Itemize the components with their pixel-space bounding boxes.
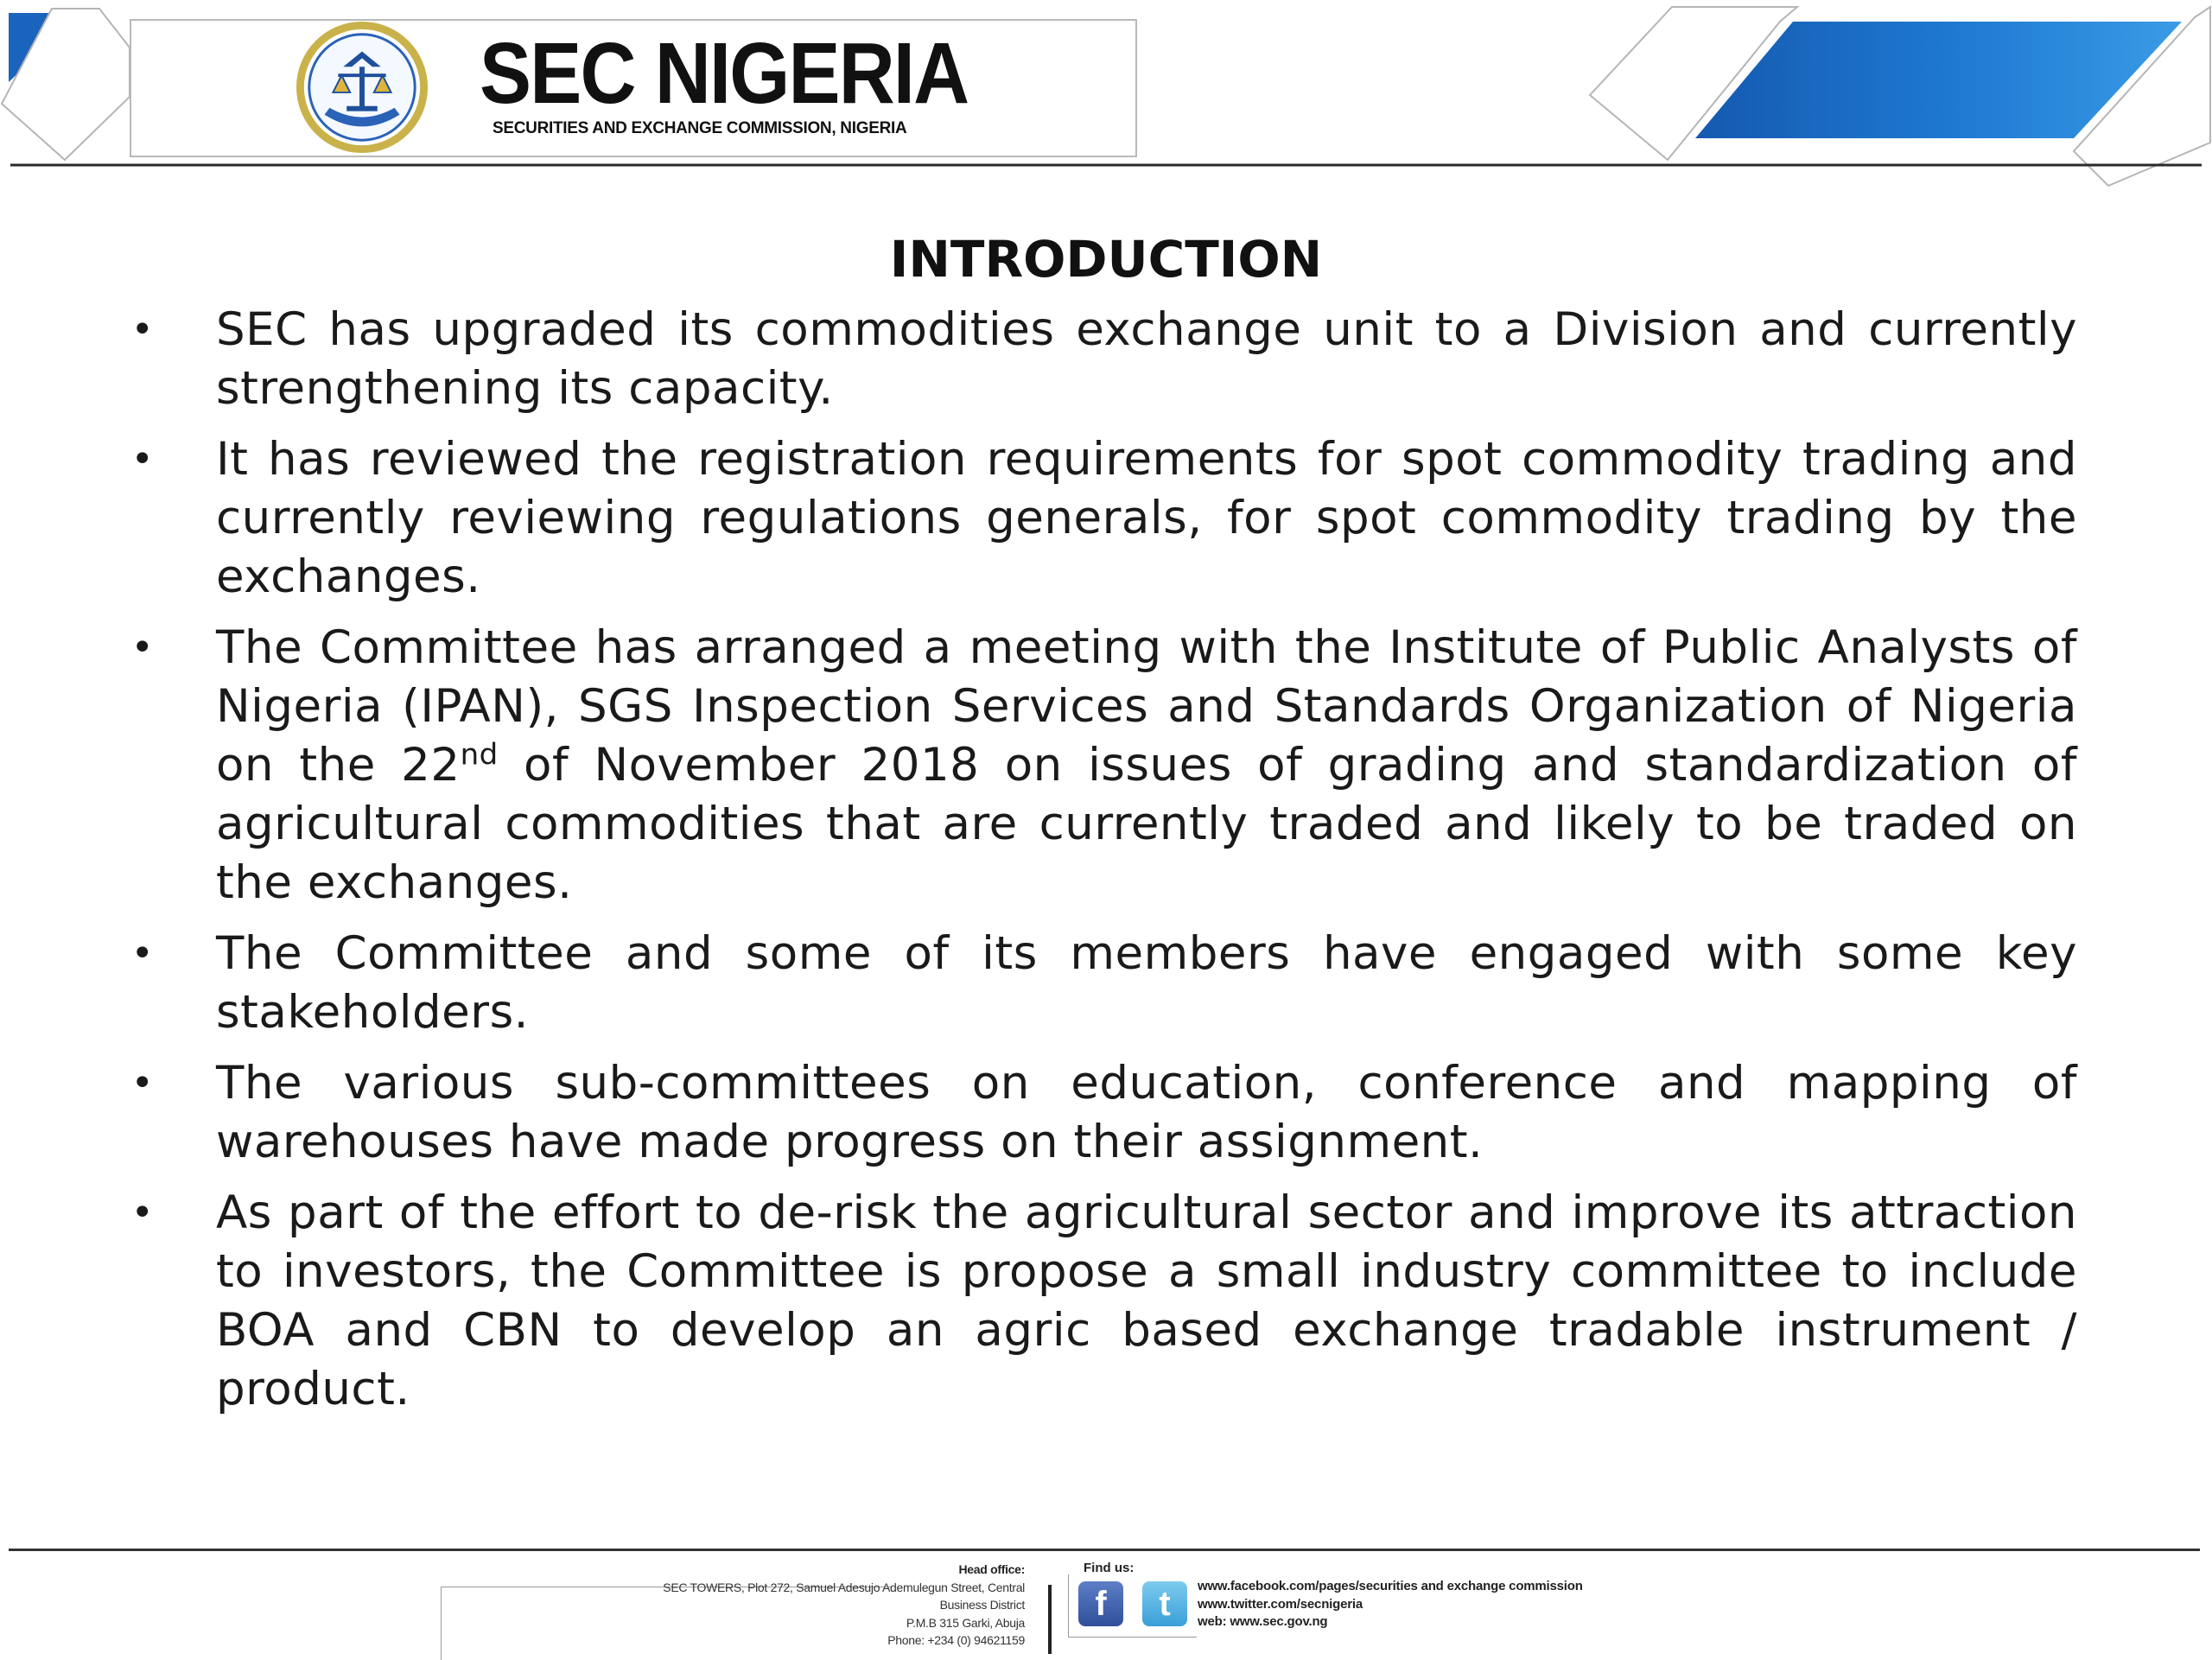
address-line: P.M.B 315 Garki, Abuja <box>906 1615 1025 1630</box>
phone-line: Phone: +234 (0) 94621159 <box>887 1633 1025 1647</box>
bullet-marker: • <box>130 308 155 352</box>
bullet-item <box>130 619 2077 913</box>
bullet-list <box>130 301 2077 1431</box>
address-line: SEC TOWERS, Plot 272, Samuel Adesujo Ademulegun Street, Central <box>663 1580 1025 1594</box>
bullet-text: SEC has upgraded its commodities exchange unit to a Division and currently strengthening its capacity. <box>216 303 2077 415</box>
bullet-item <box>130 1184 2077 1419</box>
bullet-marker: • <box>130 932 155 976</box>
head-office-address <box>518 1561 1025 1650</box>
address-line: Business District <box>939 1598 1025 1612</box>
bullet-item <box>130 430 2077 607</box>
bullet-item <box>130 301 2077 418</box>
website-link[interactable]: web: www.sec.gov.ng <box>1198 1614 1328 1629</box>
ordinal-superscript: nd <box>460 737 499 773</box>
social-links <box>1198 1578 1583 1631</box>
footer-divider <box>1048 1585 1052 1654</box>
twitter-link[interactable]: www.twitter.com/secnigeria <box>1198 1596 1363 1612</box>
slide-title: INTRODUCTION <box>889 230 1323 289</box>
bullet-text: As part of the effort to de-risk the agricultural sector and improve its attraction to investors, the Committee is propose a small industry committee to include BOA and CBN to develop an agric based exchange tradable instrument / product. <box>216 1186 2077 1415</box>
bullet-text-part: The Committee has arranged a meeting with the Institute of Public Analysts of Nigeria (IPAN), SGS Inspection Services and Standards Organization of Nigeria on the 22 <box>216 621 2077 792</box>
bullet-text <box>216 621 2077 909</box>
footer-rule <box>9 1549 2200 1551</box>
bullet-marker: • <box>130 1191 155 1235</box>
bullet-marker: • <box>130 1061 155 1105</box>
bullet-text-part: of November 2018 on issues of grading and standardization of agricultural commodities that are currently traded and likely to be traded on the exchanges. <box>216 739 2077 909</box>
bullet-item <box>130 1054 2077 1172</box>
bullet-item <box>130 925 2077 1042</box>
brand-subtitle: SECURITIES AND EXCHANGE COMMISSION, NIGERIA <box>493 119 907 137</box>
twitter-icon[interactable]: t <box>1142 1581 1187 1626</box>
head-office-heading: Head office: <box>958 1562 1025 1576</box>
facebook-icon[interactable]: f <box>1078 1581 1123 1626</box>
brand-title: SEC NIGERIA <box>480 25 969 122</box>
bullet-marker: • <box>130 626 155 670</box>
bullet-text: The various sub-committees on education, conference and mapping of warehouses have made progress on their assignment. <box>216 1057 2077 1168</box>
bullet-text: It has reviewed the registration requirements for spot commodity trading and currently reviewing regulations generals, for spot commodity trading by the exchanges. <box>216 433 2077 603</box>
bullet-marker: • <box>130 437 155 481</box>
facebook-link[interactable]: www.facebook.com/pages/securities and exchange commission <box>1198 1579 1583 1593</box>
sec-nigeria-seal-icon <box>294 19 430 156</box>
bullet-text: The Committee and some of its members have engaged with some key stakeholders. <box>216 927 2077 1039</box>
find-us-label: Find us: <box>1084 1561 1135 1575</box>
